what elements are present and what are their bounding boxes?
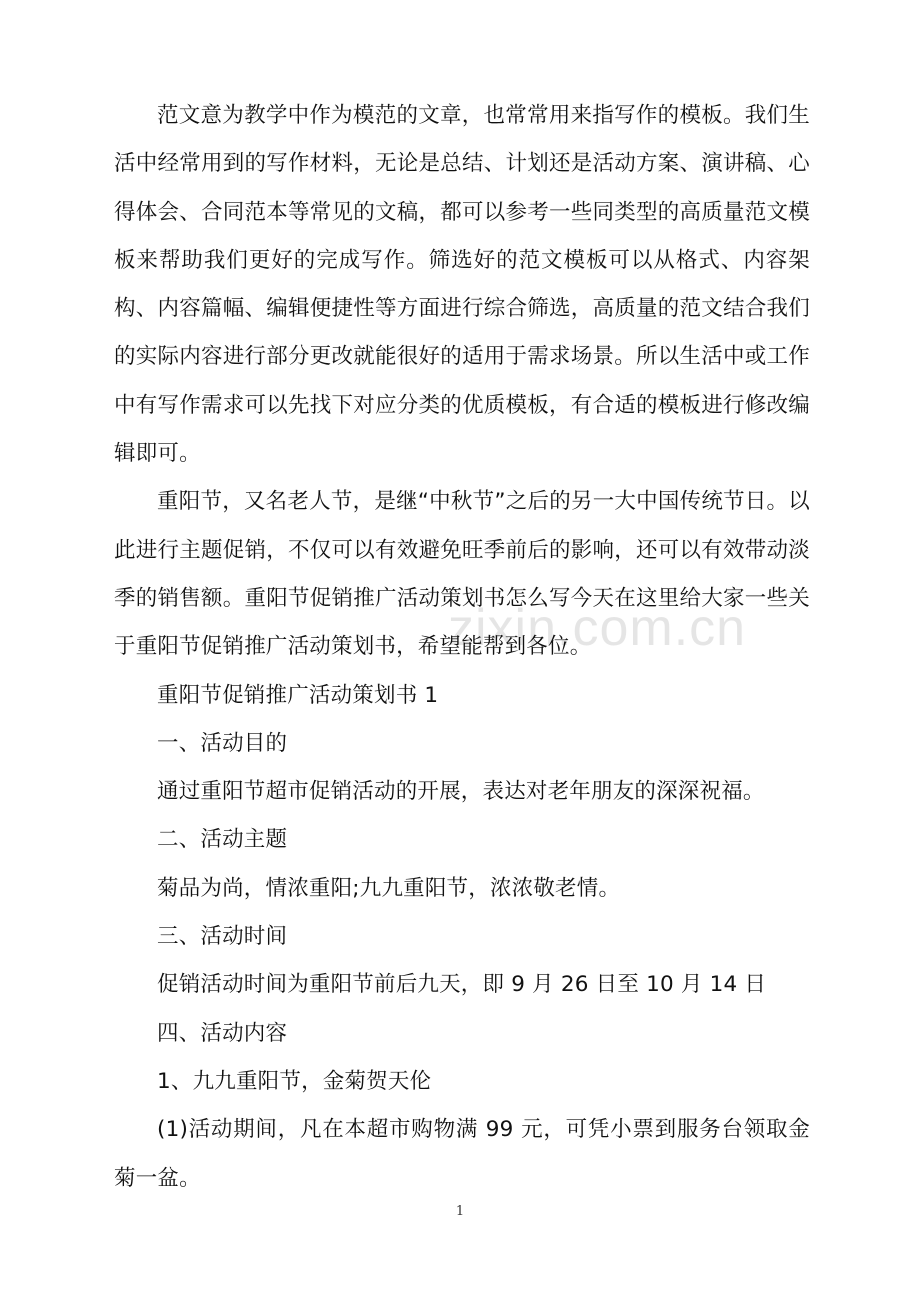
purpose-text: 通过重阳节超市促销活动的开展，表达对老年朋友的深深祝福。 <box>157 779 765 805</box>
plan-title: 重阳节促销推广活动策划书 1 <box>157 682 439 708</box>
section-heading-purpose: 一、活动目的 <box>157 730 288 756</box>
section-heading-time: 三、活动时间 <box>157 924 288 950</box>
section-heading-theme: 二、活动主题 <box>157 827 288 853</box>
section-heading-content: 四、活动内容 <box>157 1020 288 1046</box>
theme-text: 菊品为尚，情浓重阳;九九重阳节，浓浓敬老情。 <box>157 875 621 901</box>
content-item-1-detail: (1)活动期间，凡在本超市购物满 99 元，可凭小票到服务台领取金菊一盆。 <box>114 1117 810 1191</box>
intro-paragraph: 范文意为教学中作为模范的文章，也常常用来指写作的模板。我们生活中经常用到的写作材料，无论是总结、计划还是活动方案、演讲稿、心得体会、合同范本等常见的文稿，都可以参考一些同类型的高质量范文模板来帮助我们更好的完成写作。筛选好的范文模板可以从格式、内容架构、内容篇幅、编辑便捷性等方面进行综合筛选，高质量的范文结合我们的实际内容进行部分更改就能很好的适用于需求场景。所以生活中或工作中有写作需求可以先找下对应分类的优质模板，有合适的模板进行修改编辑即可。 <box>114 103 810 467</box>
document-body <box>114 92 810 1203</box>
content-item-1: 1、九九重阳节，金菊贺天伦 <box>157 1068 432 1094</box>
chongyang-intro-paragraph: 重阳节，又名老人节，是继“中秋节”之后的另一大中国传统节日。以此进行主题促销，不仅可以有效避免旺季前后的影响，还可以有效带动淡季的销售额。重阳节促销推广活动策划书怎么写今天在这里给大家一些关于重阳节促销推广活动策划书，希望能帮到各位。 <box>114 489 810 660</box>
page-number: 1 <box>455 1204 465 1219</box>
site-watermark: zixin.com.cn <box>448 599 747 657</box>
time-text: 促销活动时间为重阳节前后九天，即 9 月 26 日至 10 月 14 日 <box>157 972 767 998</box>
